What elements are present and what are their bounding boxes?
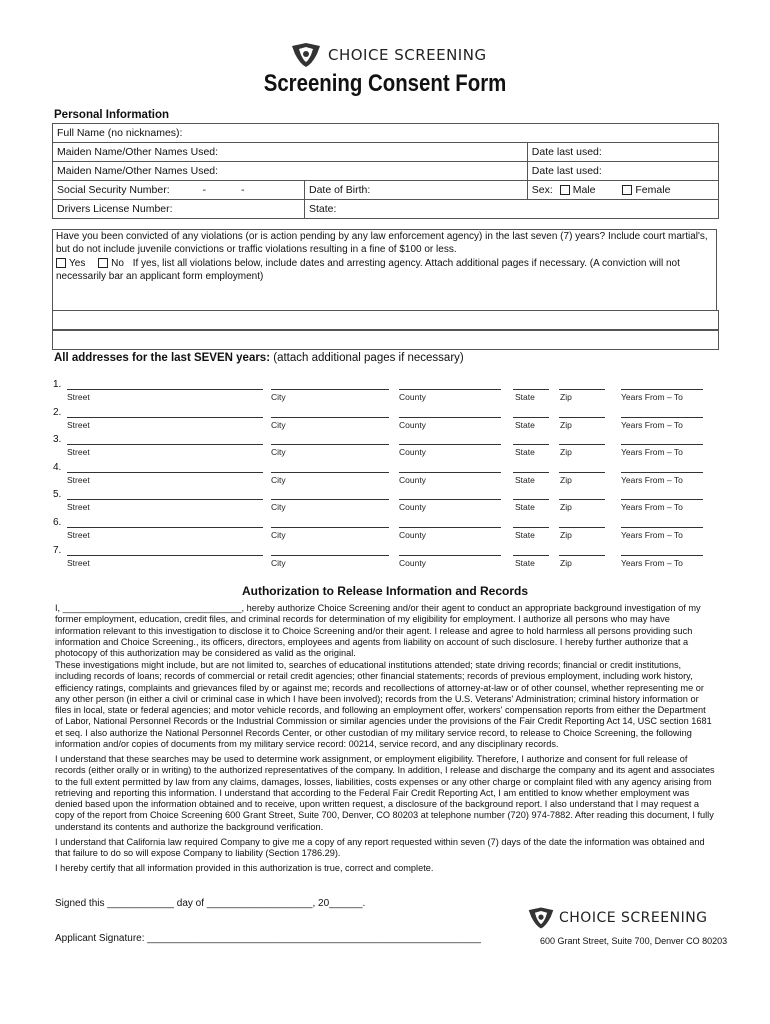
address-state-input[interactable]: [513, 388, 549, 390]
shield-logo-icon: [290, 42, 322, 68]
address-row-number: 5.: [53, 489, 62, 501]
address-zip-input[interactable]: [559, 443, 605, 445]
address-street-label: Street: [67, 502, 90, 513]
violations-no-checkbox[interactable]: [98, 258, 108, 268]
address-years-label: Years From – To: [621, 557, 683, 568]
address-street-input[interactable]: [67, 554, 263, 556]
address-county-label: County: [399, 557, 426, 568]
address-county-input[interactable]: [399, 471, 501, 473]
address-street-label: Street: [67, 474, 90, 485]
address-city-label: City: [271, 392, 286, 402]
sex-field: Sex: Male Female: [527, 181, 718, 200]
address-county-label: County: [399, 419, 426, 430]
maiden-name-field-2[interactable]: Maiden Name/Other Names Used:: [53, 162, 528, 181]
address-years-label: Years From – To: [621, 447, 683, 458]
footer-brand-name: CHOICE SCREENING: [559, 910, 708, 926]
address-state-label: State: [515, 474, 535, 485]
license-field[interactable]: Drivers License Number:: [53, 200, 305, 219]
address-zip-label: Zip: [560, 530, 572, 540]
violations-question: Have you been convicted of any violations (or is action pending by any law enforcement agency) in the last seven (7) years? Include court martial's, but do not include juvenile convictions or traffic violations resulting in a fine of $100 or less.: [56, 231, 708, 255]
date-last-used-field-2[interactable]: Date last used:: [527, 162, 718, 181]
address-street-label: Street: [67, 447, 90, 458]
address-city-label: City: [271, 557, 286, 568]
personal-info-heading: Personal Information: [54, 109, 170, 121]
address-street-input[interactable]: [67, 416, 263, 418]
address-county-label: County: [399, 392, 426, 402]
address-city-input[interactable]: [271, 554, 389, 556]
address-state-input[interactable]: [513, 471, 549, 473]
brand-logo: [290, 40, 490, 70]
address-years-input[interactable]: [621, 416, 703, 418]
address-row: [53, 407, 713, 435]
address-zip-input[interactable]: [559, 416, 605, 418]
violations-line-1[interactable]: [52, 310, 719, 331]
address-county-input[interactable]: [399, 526, 501, 528]
address-zip-input[interactable]: [559, 554, 605, 556]
address-state-label: State: [515, 557, 535, 568]
address-street-input[interactable]: [67, 443, 263, 445]
address-street-input[interactable]: [67, 498, 263, 500]
footer-logo: [527, 906, 727, 936]
address-county-label: County: [399, 474, 426, 485]
address-years-label: Years From – To: [621, 392, 683, 402]
page-title: Screening Consent Form: [263, 70, 507, 97]
address-years-label: Years From – To: [621, 502, 683, 513]
address-zip-input[interactable]: [559, 526, 605, 528]
address-street-label: Street: [67, 530, 90, 540]
address-street-label: Street: [67, 419, 90, 430]
address-state-input[interactable]: [513, 526, 549, 528]
address-city-label: City: [271, 474, 286, 485]
address-zip-label: Zip: [560, 474, 572, 485]
address-row-number: 1.: [53, 379, 62, 390]
footer-shield-logo-icon: [527, 906, 555, 930]
address-county-input[interactable]: [399, 443, 501, 445]
address-city-input[interactable]: [271, 471, 389, 473]
address-county-input[interactable]: [399, 416, 501, 418]
address-city-label: City: [271, 502, 286, 513]
address-row-number: 6.: [53, 517, 62, 528]
address-state-label: State: [515, 447, 535, 458]
address-city-label: City: [271, 530, 286, 540]
address-zip-input[interactable]: [559, 471, 605, 473]
address-zip-label: Zip: [560, 447, 572, 458]
address-street-label: Street: [67, 392, 90, 402]
state-field[interactable]: State:: [305, 200, 719, 219]
address-county-label: County: [399, 447, 426, 458]
address-row-number: 7.: [53, 544, 62, 556]
address-county-input[interactable]: [399, 388, 501, 390]
address-city-input[interactable]: [271, 416, 389, 418]
address-city-label: City: [271, 419, 286, 430]
address-zip-input[interactable]: [559, 498, 605, 500]
address-row-number: 4.: [53, 461, 62, 473]
address-zip-input[interactable]: [559, 388, 605, 390]
address-state-input[interactable]: [513, 443, 549, 445]
authorization-paragraph-3: I understand that these searches may be used to determine work assignment, or employment eligibility. Therefore, I authorize and consent for full release of records (either orally or in writing) to the authorized representatives of the company. In addition, I release and discharge the company and its agent and associates to the full extent permitted by law from any claims, damages, losses, liabilities, costs expenses or any other charge or complaint filed with any agency arising from retrieving and reporting this information. I understand that according to the Federal Fair Credit Reporting Act, I am entitled to know whether employment was denied based upon the information obtained and to receive, upon written request, a disclosure of the background report. I also understand that I may request a copy of the report from Choice Screening 600 Grant Street, Suite 700, Denver, CO 80203 at telephone number (720) 974-7882. After reading this document, I fully understand its contents and authorize the background verification.: [55, 754, 715, 832]
address-state-label: State: [515, 502, 535, 513]
address-street-input[interactable]: [67, 526, 263, 528]
address-row-number: 3.: [53, 434, 62, 446]
brand-name: CHOICE SCREENING: [328, 46, 487, 64]
address-row: [53, 489, 713, 517]
signed-date-line[interactable]: Signed this ____________ day of ___________________, 20______.: [55, 898, 366, 909]
maiden-name-field-1[interactable]: Maiden Name/Other Names Used:: [53, 143, 528, 162]
ssn-field[interactable]: Social Security Number: - -: [53, 181, 305, 200]
address-years-label: Years From – To: [621, 419, 683, 430]
addresses-heading: All addresses for the last SEVEN years: (attach additional pages if necessary): [54, 352, 464, 364]
address-state-label: State: [515, 392, 535, 402]
address-row: [53, 462, 713, 490]
male-checkbox[interactable]: [560, 185, 570, 195]
address-row: [53, 379, 713, 407]
violations-line-2[interactable]: [52, 329, 719, 350]
address-years-input[interactable]: [621, 471, 703, 473]
address-years-label: Years From – To: [621, 530, 683, 540]
footer-address: 600 Grant Street, Suite 700, Denver CO 80203: [540, 936, 728, 946]
address-zip-label: Zip: [560, 557, 572, 568]
address-county-input[interactable]: [399, 554, 501, 556]
personal-info-table: [52, 123, 719, 219]
address-county-label: County: [399, 502, 426, 513]
dob-field[interactable]: Date of Birth:: [305, 181, 528, 200]
address-city-input[interactable]: [271, 498, 389, 500]
address-city-input[interactable]: [271, 443, 389, 445]
address-row: [53, 434, 713, 462]
date-last-used-field-1[interactable]: Date last used:: [527, 143, 718, 162]
address-state-input[interactable]: [513, 498, 549, 500]
address-years-input[interactable]: [621, 554, 703, 556]
full-name-field[interactable]: Full Name (no nicknames):: [53, 124, 719, 143]
authorization-paragraph-5: I hereby certify that all information provided in this authorization is true, correct and complete.: [55, 863, 434, 873]
address-years-label: Years From – To: [621, 474, 683, 485]
address-state-input[interactable]: [513, 416, 549, 418]
address-city-input[interactable]: [271, 388, 389, 390]
authorization-paragraph-1: I, ___________________________________, hereby authorize Choice Screening and/or their agent to conduct an appropriate background investigation of my former employment, education, credit files, and criminal records for determination of my eligibility for employment. I authorize all persons who may have information relevant to this investigation to disclose it to Choice Screening and/or their agent. I release and agree to hold harmless all persons providing such information and Choice Screening., its officers, directors, employees and agents from liability on account of such disclosure. I hereby further authorize that a photocopy of this authorization may be considered as valid as the original.: [55, 603, 701, 659]
authorization-paragraph-4: I understand that California law required Company to give me a copy of any report requested within seven (7) days of the date the information was obtained and that failure to do so will expose Company to liability (Section 1786.29).: [55, 837, 705, 859]
address-state-label: State: [515, 530, 535, 540]
address-years-input[interactable]: [621, 526, 703, 528]
address-city-label: City: [271, 447, 286, 458]
address-row: [53, 517, 713, 545]
address-state-label: State: [515, 419, 535, 430]
address-zip-label: Zip: [560, 502, 572, 513]
address-street-input[interactable]: [67, 388, 263, 390]
address-row: [53, 545, 713, 573]
address-city-input[interactable]: [271, 526, 389, 528]
violations-box: Have you been convicted of any violations (or is action pending by any law enforcement agency) in the last seven (7) years? Include court martial's, but do not include juvenile convictions or traffic violations resulting in a fine of $100 or less. Yes No If yes, list all violations below, include dates and arresting agency. Attach additional pages if necessary. (A conviction will not necessarily bar an applicant form employment): [52, 229, 717, 311]
address-street-label: Street: [67, 557, 90, 568]
applicant-signature-line[interactable]: Applicant Signature: ____________________________________________________________: [55, 933, 481, 944]
authorization-heading: Authorization to Release Information and Records: [241, 584, 529, 598]
violations-yes-checkbox[interactable]: [56, 258, 66, 268]
address-state-input[interactable]: [513, 554, 549, 556]
address-street-input[interactable]: [67, 471, 263, 473]
address-county-label: County: [399, 530, 426, 540]
address-zip-label: Zip: [560, 419, 572, 430]
violations-instructions: If yes, list all violations below, include dates and arresting agency. Attach additional pages if necessary. (A conviction will not necessarily bar an applicant form employment): [56, 258, 680, 282]
address-row-number: 2.: [53, 406, 62, 418]
address-zip-label: Zip: [560, 392, 572, 402]
address-years-input[interactable]: [621, 443, 703, 445]
authorization-paragraph-2: These investigations might include, but are not limited to, searches of educational institutions attended; state driving records; financial or credit institutions, including records of loans; records of commercial or retail credit agencies; other financial statements; records of previous employment, including work history, efficiency ratings, complaints and grievances filed by or against me; records and recollections of attorney-at-law or of other counsel, whether representing me or any other person (in either a civil or criminal case in which I have been involved); records from the U.S. Veterans' Administration; criminal history information or files in local, state or federal agencies; and motor vehicle records, and following an employment offer, workers' compensation reports from either the Department of Labor, National Personnel Records or the Industrial Commission or similar agencies under the provisions of the Fair Credit Reporting Act 14, USC section 1681 et seq. I also authorize the National Personnel Records Center, or other custodian of my military service record, to release to Choice Screening, the following information and/or copies of documents from my military service record: 00214, service record, and any disciplinary records.: [55, 660, 712, 750]
female-checkbox[interactable]: [622, 185, 632, 195]
address-years-input[interactable]: [621, 388, 703, 390]
address-years-input[interactable]: [621, 498, 703, 500]
address-county-input[interactable]: [399, 498, 501, 500]
